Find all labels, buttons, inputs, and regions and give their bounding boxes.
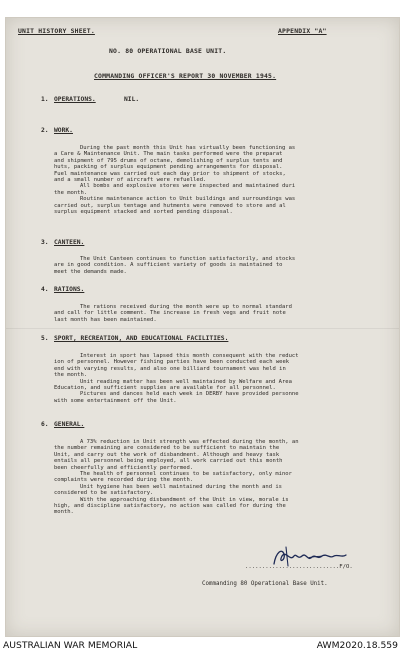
text-line: Unit hygiene has been well maintained during the month and is <box>80 483 282 490</box>
sport-paragraph <box>54 353 390 404</box>
page-fold <box>6 328 399 329</box>
text-line: complaints were recorded during the month. <box>54 477 194 484</box>
section-title-operations: OPERATIONS. <box>54 96 96 103</box>
operations-value: NIL. <box>124 96 140 103</box>
text-line: The health of personnel continues to be satisfactory, only minor <box>80 471 292 478</box>
canteen-paragraph <box>54 256 390 275</box>
general-paragraph <box>54 439 390 516</box>
appendix-label: APPENDIX "A" <box>278 27 327 35</box>
text-line: a Care & Maintenance Unit. The main tasks performed were the preparat <box>54 151 283 158</box>
section-title-general: GENERAL. <box>54 421 85 428</box>
unit-name: NO. 80 OPERATIONAL BASE UNIT. <box>109 47 227 55</box>
archive-footer <box>0 635 404 653</box>
work-paragraph <box>54 145 390 215</box>
institution-name: AUSTRALIAN WAR MEMORIAL <box>3 640 138 651</box>
text-line: entails all personnel being employed, all work carried out this month <box>54 458 283 465</box>
text-line: high, and discipline satisfactory, no action was called for during the <box>54 503 286 510</box>
text-line: the month. <box>54 372 88 379</box>
text-line: The rations received during the month were up to normal standard <box>80 304 292 310</box>
text-line: carried out, surplus tentage and hutments were removed to store and al <box>54 202 286 209</box>
text-line: been cheerfully and efficiently performed. <box>54 464 194 471</box>
text-line: are in good condition. A sufficient variety of goods is maintained to <box>54 262 283 269</box>
document-page <box>5 17 400 637</box>
text-line: Unit reading matter has been well maintained by Welfare and Area <box>80 378 292 385</box>
text-line: and a small number of aircraft were refuelled. <box>54 177 207 184</box>
section-number: 6. <box>41 421 49 428</box>
text-line: with some entertainment off the Unit. <box>54 397 177 404</box>
report-title: COMMANDING OFFICER'S REPORT 30 NOVEMBER 1945. <box>94 72 277 80</box>
section-number: 2. <box>41 127 49 134</box>
accession-number: AWM2020.18.559 <box>316 640 398 651</box>
text-line: the number remaining are considered to be sufficient to maintain the <box>54 445 280 452</box>
signature-block: Commanding 80 Operational Base Unit. <box>202 581 328 587</box>
text-line: With the approaching disbandment of the Unit in view, morale is <box>80 496 289 503</box>
signature-line <box>245 564 353 570</box>
sheet-title: UNIT HISTORY SHEET. <box>18 27 95 35</box>
text-line: the month. <box>54 189 88 196</box>
text-line: Routine maintenance action to Unit buildings and surroundings was <box>80 196 296 203</box>
text-line: Education, and sufficient supplies are available for all personnel. <box>54 385 276 392</box>
section-number: 5. <box>41 335 49 342</box>
section-number: 4. <box>41 286 49 293</box>
text-line: and shipment of 795 drums of octane, demolishing of surplus tents and <box>54 157 283 164</box>
text-line: considered to be satisfactory. <box>54 490 154 497</box>
text-line: Fuel maintenance was carried out each day prior to shipment of stocks, <box>54 170 286 177</box>
text-line: Interest in sport has lapsed this month consequent with the reduct <box>80 353 299 359</box>
section-title-sport: SPORT, RECREATION, AND EDUCATIONAL FACILITIES. <box>54 335 229 342</box>
section-title-work: WORK. <box>54 127 73 134</box>
text-line: month. <box>54 509 74 516</box>
section-number: 1. <box>41 96 49 103</box>
text-line: meet the demands made. <box>54 268 127 275</box>
section-title-canteen: CANTEEN. <box>54 239 85 246</box>
text-line: ion of personnel. However fishing parties have been conducted each week <box>54 359 290 366</box>
rations-paragraph <box>54 304 390 323</box>
text-line: Pictures and dances held each week in DERBY have provided personne <box>80 391 299 398</box>
text-line: huts, packing of surplus equipment pending arrangements for disposal. <box>54 164 283 171</box>
text-line: surplus equipment stacked and sorted pending disposal. <box>54 209 233 216</box>
text-line: A 73% reduction in Unit strength was effected during the month, an <box>80 439 299 445</box>
text-line: Unit, and carry out the work of disbandment. Although and heavy task <box>54 451 280 458</box>
text-line: The Unit Canteen continues to function satisfactorily, and stocks <box>80 256 296 262</box>
rank: F/O. <box>339 564 353 570</box>
section-number: 3. <box>41 239 49 246</box>
section-title-rations: RATIONS. <box>54 286 85 293</box>
text-line: last month has been maintained. <box>54 316 157 323</box>
text-line: and call for little comment. The increase in fresh vegs and fruit note <box>54 310 286 317</box>
text-line: end with varying results, and also one billiard tournament was held in <box>54 365 286 372</box>
signature-dots: ............................ <box>245 564 340 570</box>
text-line: All bombs and explosive stores were inspected and maintained duri <box>80 183 296 190</box>
text-line: During the past month this Unit has virtually been functioning as <box>80 145 296 151</box>
